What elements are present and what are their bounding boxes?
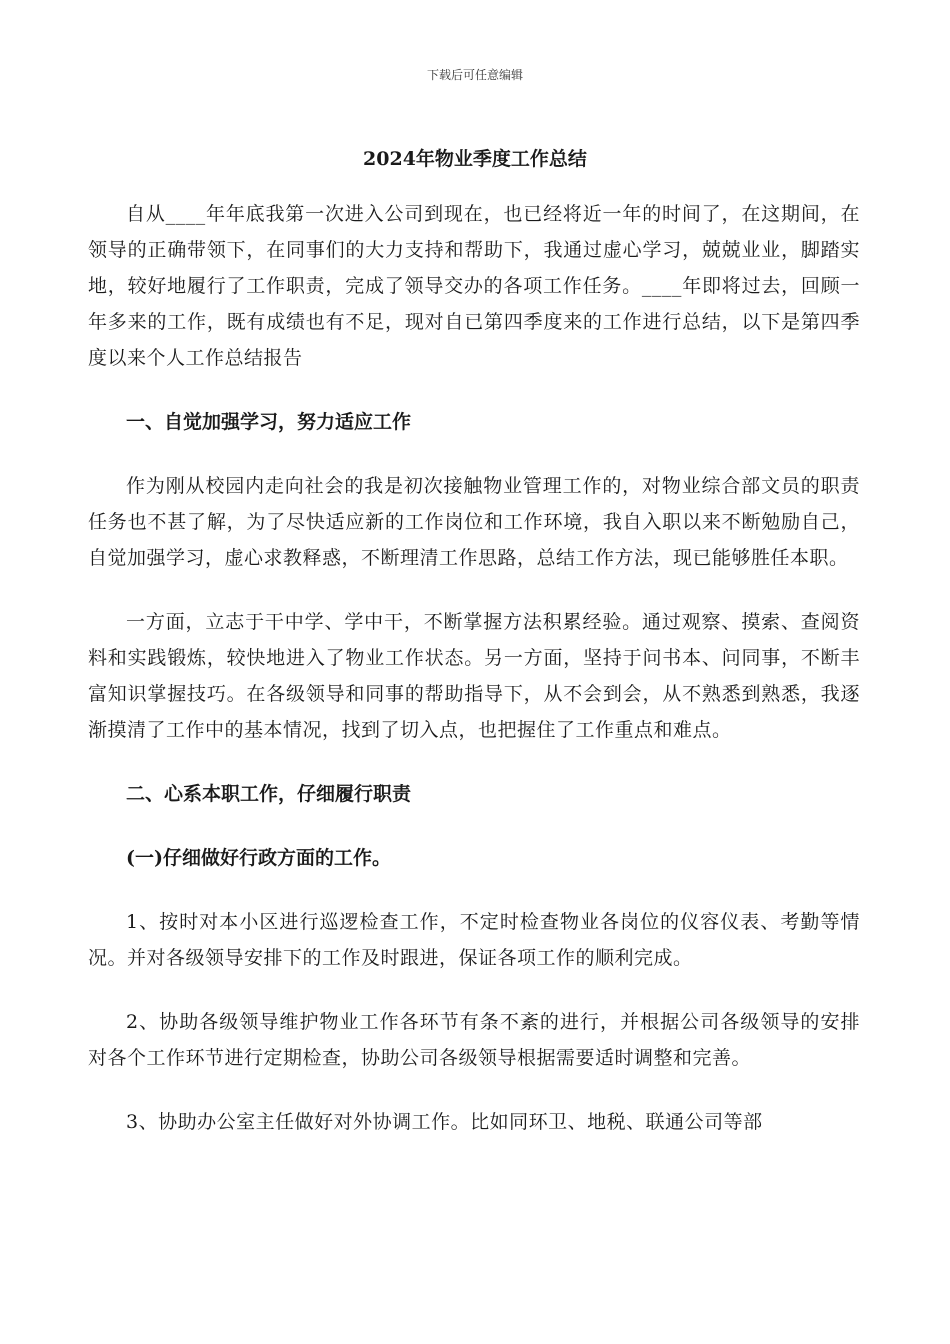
list-paragraph-2: 2、协助各级领导维护物业工作各环节有条不紊的进行，并根据公司各级领导的安排对各个工作环节进行定期检查，协助公司各级领导根据需要适时调整和完善。 bbox=[88, 1011, 860, 1069]
section-heading-2: 二、心系本职工作，仔细履行职责 bbox=[126, 783, 412, 805]
intro-paragraph: 自从____年年底我第一次进入公司到现在，也已经将近一年的时间了，在这期间，在领导的正确带领下，在同事们的大力支持和帮助下，我通过虚心学习，兢兢业业，脚踏实地，较好地履行了工作职责，完成了领导交办的各项工作任务。____年即将过去，回顾一年多来的工作，既有成绩也有不足，现对自已第四季度来的工作进行总结，以下是第四季度以来个人工作总结报告 bbox=[88, 203, 860, 369]
document-title: 2024年物业季度工作总结 bbox=[363, 148, 587, 170]
section-heading-1: 一、自觉加强学习，努力适应工作 bbox=[126, 411, 412, 433]
list-paragraph-1: 1、按时对本小区进行巡逻检查工作，不定时检查物业各岗位的仪容仪表、考勤等情况。并对各级领导安排下的工作及时跟进，保证各项工作的顺利完成。 bbox=[88, 911, 860, 969]
document-body bbox=[88, 196, 860, 1168]
body-paragraph: 一方面，立志于干中学、学中干，不断掌握方法积累经验。通过观察、摸索、查阅资料和实践锻炼，较快地进入了物业工作状态。另一方面，坚持于问书本、问同事，不断丰富知识掌握技巧。在各级领导和同事的帮助指导下，从不会到会，从不熟悉到熟悉，我逐渐摸清了工作中的基本情况，找到了切入点，也把握住了工作重点和难点。 bbox=[88, 611, 860, 741]
subsection-heading: (一)仔细做好行政方面的工作。 bbox=[126, 847, 391, 869]
list-paragraph-3: 3、协助办公室主任做好对外协调工作。比如同环卫、地税、联通公司等部 bbox=[126, 1111, 763, 1133]
body-paragraph: 作为刚从校园内走向社会的我是初次接触物业管理工作的，对物业综合部文员的职责任务也不甚了解，为了尽快适应新的工作岗位和工作环境，我自入职以来不断勉励自己，自觉加强学习，虚心求教释惑，不断理清工作思路，总结工作方法，现已能够胜任本职。 bbox=[88, 475, 860, 569]
header-note: 下载后可任意编辑 bbox=[426, 68, 523, 82]
